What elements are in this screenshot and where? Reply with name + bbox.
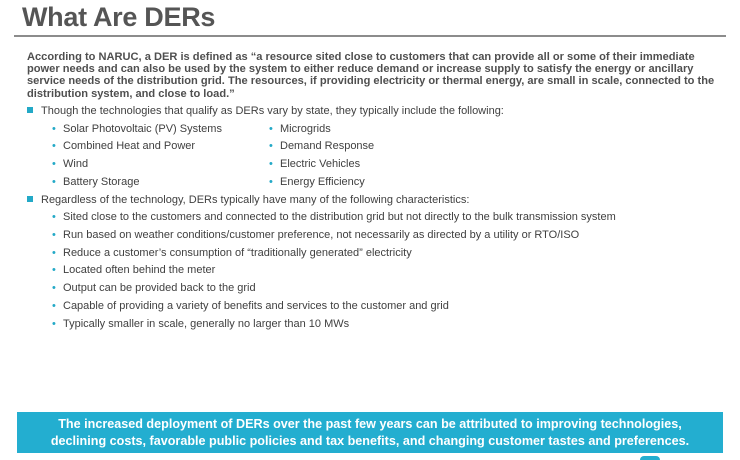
dot-bullet-icon: •	[52, 123, 56, 135]
bullet-text: Though the technologies that qualify as DERs vary by state, they typically include the following:	[41, 105, 504, 117]
dot-bullet-icon: •	[52, 282, 56, 294]
title-divider	[14, 35, 726, 37]
dot-bullet-icon: •	[269, 123, 273, 135]
dot-bullet-icon: •	[269, 176, 273, 188]
dot-bullet-icon: •	[52, 211, 56, 223]
corner-logo-fragment	[640, 456, 660, 460]
callout-line-1: The increased deployment of DERs over the past few years can be attributed to improving technologies,	[58, 417, 682, 431]
dot-bullet-icon: •	[52, 158, 56, 170]
slide: What Are DERs According to NARUC, a DER is defined as “a resource sited close to customers that can provide all or some of their immediate power needs and can also be used by the system to either reduce demand or increase supply to satisfy the energy or ancillary service needs of the distribution grid. The resources, if providing electricity or thermal energy, are small in scale, connected to the distribution system, and close to load.” Though the technologies that qualify as DERs vary by state, they typically include the following: • Solar Photovoltaic (PV) Systems • Combined Heat and Power • Wind • Battery Storage • Microgrids • Demand Response • Electric Vehicles • Energy Efficiency Regardless of the technology, DERs typically have many of the following characteristics: • Sited close to the customers and connected to the distribution grid but not directly to the bulk transmission system • Run based on weather conditions/customer preference, not necessarily as directed by a utility or RTO/ISO • Reduce a customer’s consumption of “traditionally generated” electricity • Located often behind the meter • Output can be provided back to the grid • Capable of providing a variety of benefits and services to the customer and grid • Typically smaller in scale, generally no larger than 10 MWs The increased deployment of DERs over the past few years can be attributed to improving technologies, declining costs, favorable public policies and tax benefits, and changing customer tastes and preferences.	[0, 0, 740, 460]
bullet-characteristics	[27, 194, 727, 208]
dot-bullet-icon: •	[52, 229, 56, 241]
square-bullet-icon	[27, 196, 33, 202]
dot-bullet-icon: •	[52, 140, 56, 152]
dot-bullet-icon: •	[269, 140, 273, 152]
bullet-technologies	[27, 105, 727, 119]
dot-bullet-icon: •	[52, 300, 56, 312]
square-bullet-icon	[27, 107, 33, 113]
definition-paragraph: According to NARUC, a DER is defined as “a resource sited close to customers that can provide all or some of their immediate power needs and can also be used by the system to either reduce demand or increase supply to satisfy the energy or ancillary service needs of the distribution grid. The resources, if providing electricity or thermal energy, are small in scale, connected to the distribution system, and close to load.”	[27, 51, 715, 100]
callout-line-2: declining costs, favorable public policies and tax benefits, and changing customer tastes and preferences.	[50, 433, 690, 448]
summary-callout	[17, 412, 723, 453]
bullet-text: Regardless of the technology, DERs typically have many of the following characteristics:	[41, 194, 470, 206]
dot-bullet-icon: •	[269, 158, 273, 170]
dot-bullet-icon: •	[52, 264, 56, 276]
dot-bullet-icon: •	[52, 176, 56, 188]
page-title: What Are DERs	[22, 2, 216, 32]
dot-bullet-icon: •	[52, 318, 56, 330]
dot-bullet-icon: •	[52, 247, 56, 259]
